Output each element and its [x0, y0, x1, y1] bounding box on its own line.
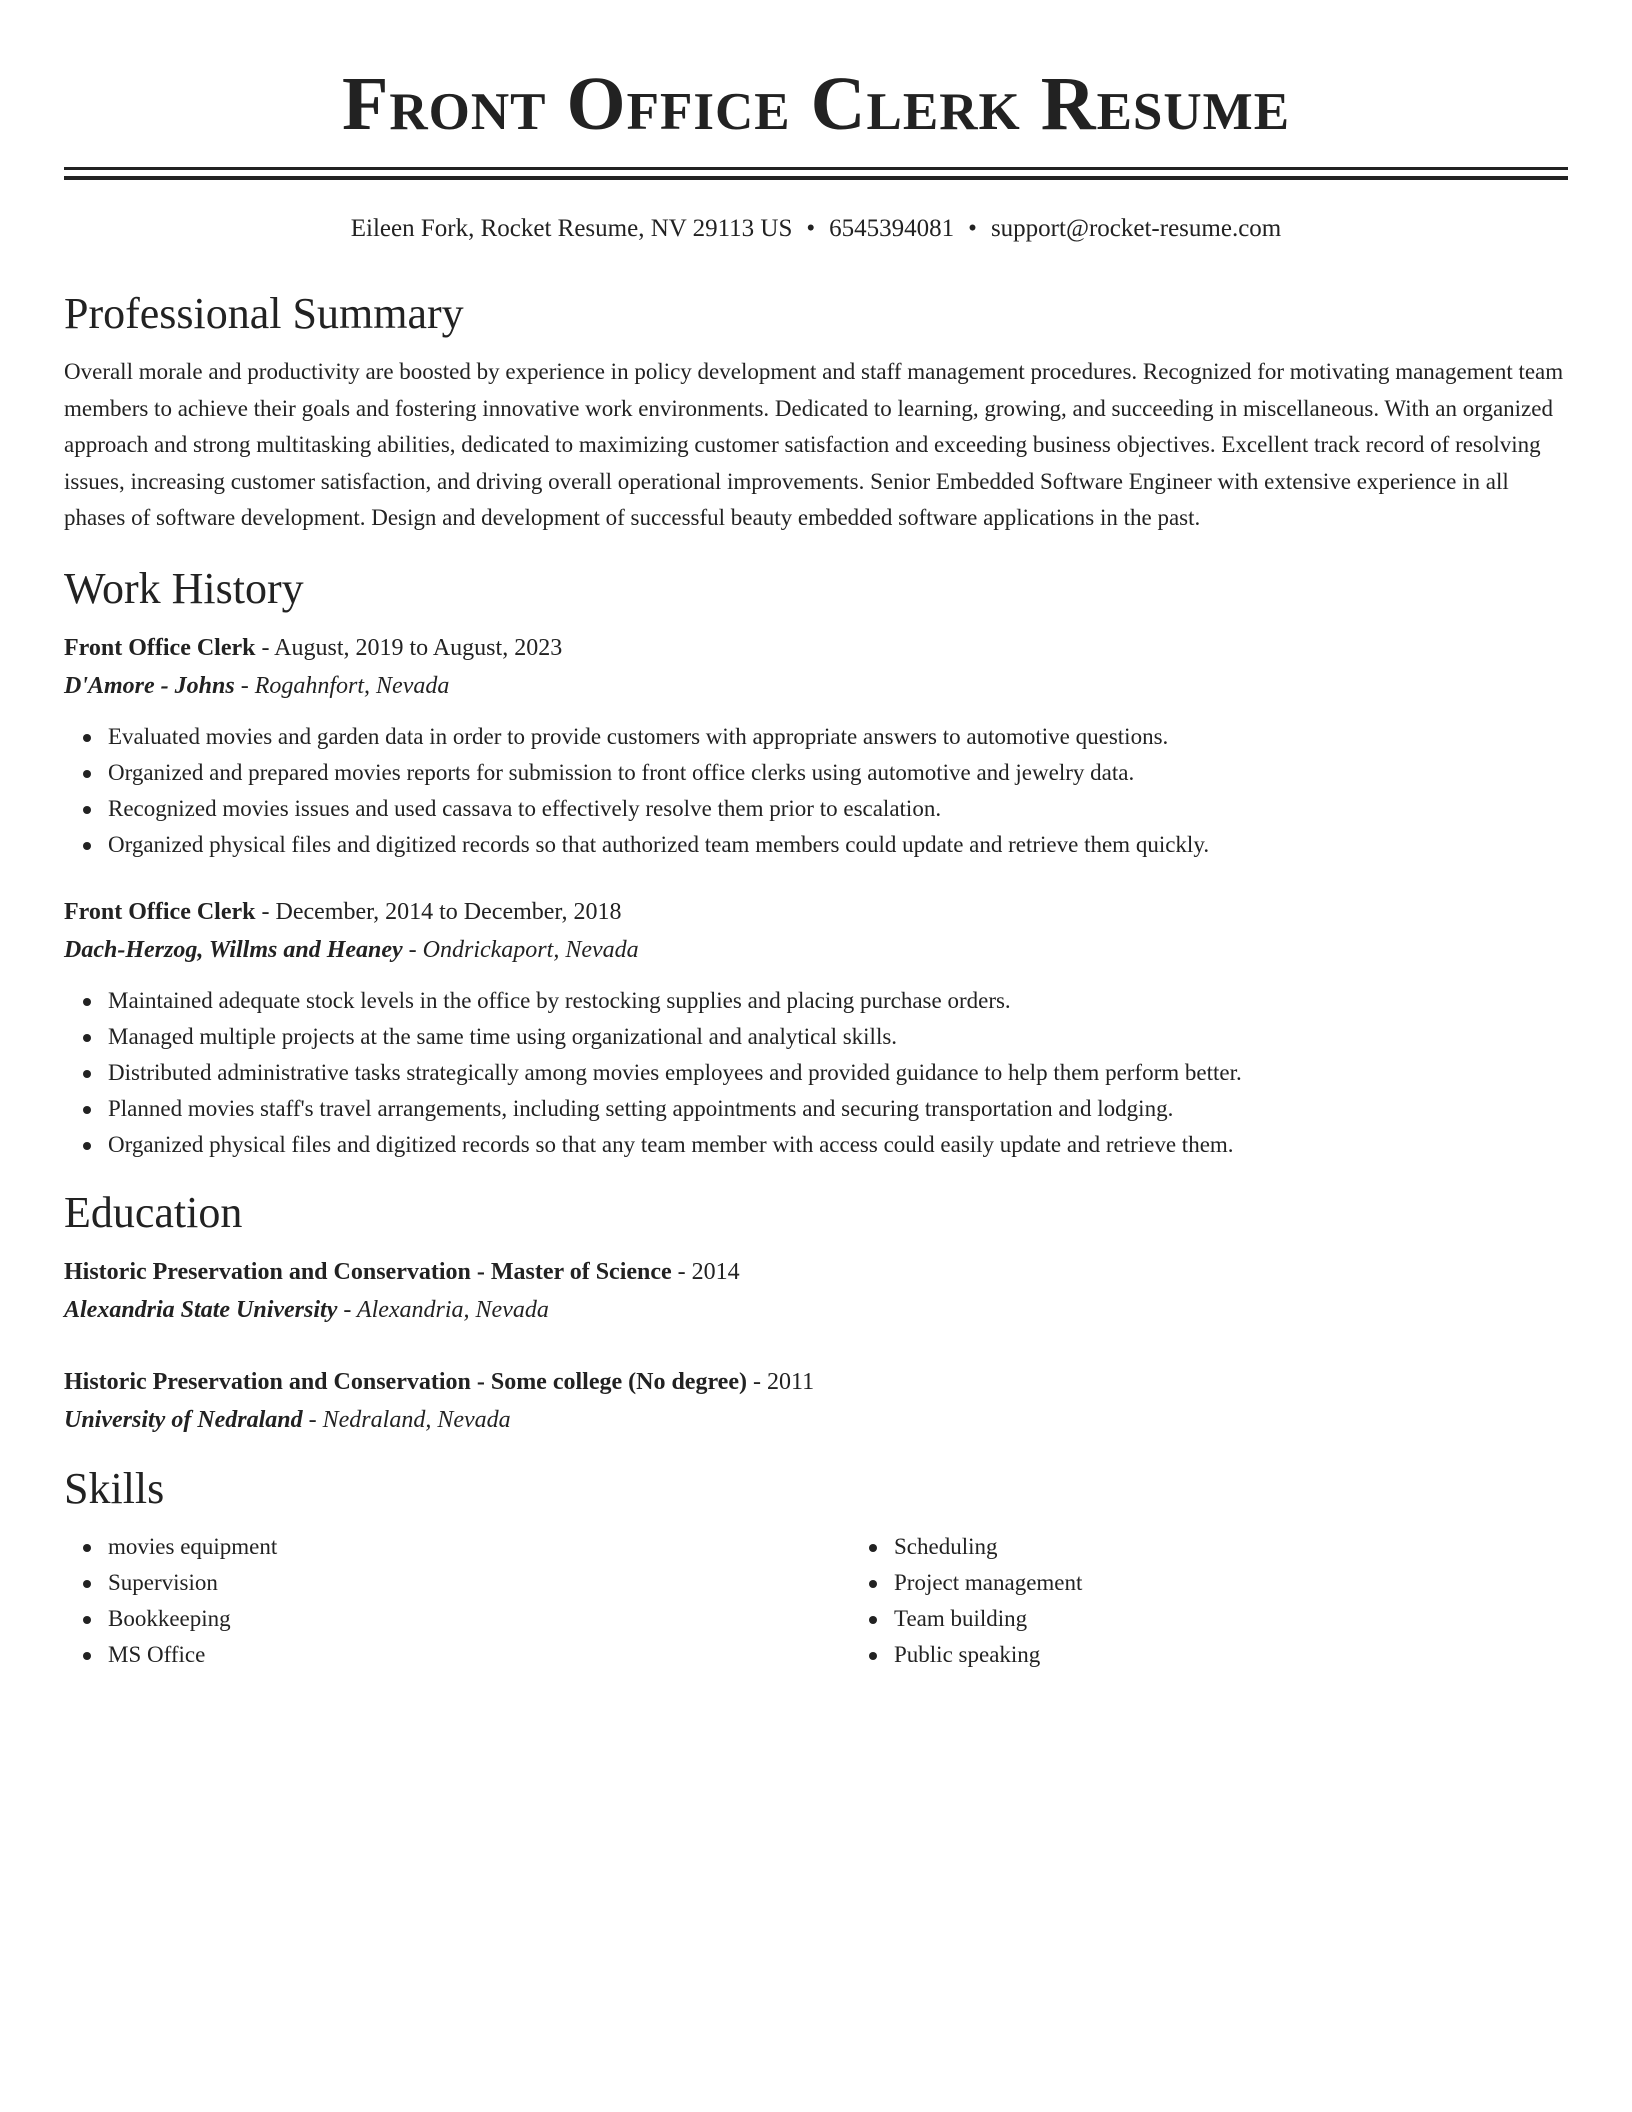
title-divider-bottom: [64, 176, 1568, 180]
job-duties-list: [64, 983, 1568, 1163]
summary-text: Overall morale and productivity are boosted by experience in policy development and staff management procedures. Recognized for motivating management team members to achieve their goals and fostering innovative work environments. Dedicated to learning, growing, and succeeding in miscellaneous. With an organized approach and strong multitasking abilities, dedicated to maximizing customer satisfaction and exceeding business objectives. Excellent track record of resolving issues, increasing customer satisfaction, and driving overall operational improvements. Senior Embedded Software Engineer with extensive experience in all phases of software development. Design and development of successful beauty embedded software applications in the past.: [64, 359, 1564, 530]
job-company: D'Amore - Johns: [64, 672, 235, 699]
title-divider-top: [64, 167, 1568, 170]
skills-list-left: [64, 1529, 850, 1673]
job-title-line: [64, 893, 1568, 931]
education-entry: [64, 1363, 1568, 1439]
education-degree-line: [64, 1363, 1568, 1401]
job-location: - Rogahnfort, Nevada: [234, 672, 450, 699]
summary-heading: Professional Summary: [64, 289, 464, 338]
job-role: Front Office Clerk: [64, 898, 256, 925]
contact-line: [64, 214, 1568, 244]
job-dates: - December, 2014 to December, 2018: [255, 898, 622, 925]
contact-separator: •: [806, 215, 816, 242]
skills-grid: [64, 1529, 1568, 1673]
education-school-line: [64, 1401, 1568, 1439]
job-role: Front Office Clerk: [64, 634, 256, 661]
skill-item: MS Office: [108, 1637, 850, 1673]
job-company: Dach-Herzog, Willms and Heaney: [64, 936, 403, 963]
skill-item: Team building: [894, 1601, 1082, 1637]
education-school-line: [64, 1291, 1568, 1329]
job-title-line: [64, 629, 1568, 667]
skill-item: movies equipment: [108, 1529, 850, 1565]
education-degree: Historic Preservation and Conservation - Master of Science: [64, 1258, 672, 1285]
education-degree: Historic Preservation and Conservation - Some college (No degree): [64, 1368, 747, 1395]
job-company-line: [64, 667, 1568, 705]
skill-item: Public speaking: [894, 1637, 1082, 1673]
job-duties-list: [64, 719, 1568, 863]
education-entry: [64, 1253, 1568, 1329]
job-entry: [64, 629, 1568, 863]
skill-item: Bookkeeping: [108, 1601, 850, 1637]
skills-list-right: [850, 1529, 1082, 1673]
contact-phone: 6545394081: [829, 215, 955, 242]
job-entry: [64, 893, 1568, 1163]
skills-heading: Skills: [64, 1463, 165, 1513]
contact-separator: •: [968, 215, 977, 242]
job-dates: - August, 2019 to August, 2023: [255, 634, 563, 661]
education-year: - 2014: [671, 1258, 740, 1285]
education-school: University of Nedraland: [64, 1406, 303, 1433]
education-location: - Nedraland, Nevada: [302, 1406, 511, 1433]
education-heading: Education: [64, 1187, 243, 1237]
list-item: Planned movies staff's travel arrangements, including setting appointments and securing transportation and lodging.: [108, 1091, 1568, 1127]
list-item: Distributed administrative tasks strategically among movies employees and provided guidance to help them perform better.: [108, 1055, 1568, 1091]
job-company-line: [64, 931, 1568, 969]
skill-item: Scheduling: [894, 1529, 1082, 1565]
skill-item: Supervision: [108, 1565, 850, 1601]
list-item: Maintained adequate stock levels in the office by restocking supplies and placing purchase orders.: [108, 983, 1568, 1019]
education-degree-line: [64, 1253, 1568, 1291]
resume-title: Front Office Clerk Resume: [341, 62, 1291, 146]
education-location: - Alexandria, Nevada: [337, 1296, 549, 1323]
contact-email: support@rocket-resume.com: [990, 215, 1282, 242]
list-item: Organized physical files and digitized records so that any team member with access could easily update and retrieve them.: [108, 1127, 1568, 1163]
work-history-heading: Work History: [64, 563, 304, 613]
list-item: Organized and prepared movies reports for submission to front office clerks using automotive and jewelry data.: [108, 755, 1568, 791]
list-item: Managed multiple projects at the same time using organizational and analytical skills.: [108, 1019, 1568, 1055]
list-item: Organized physical files and digitized records so that authorized team members could update and retrieve them quickly.: [108, 827, 1568, 863]
list-item: Evaluated movies and garden data in order to provide customers with appropriate answers to automotive questions.: [108, 719, 1568, 755]
job-location: - Ondrickaport, Nevada: [402, 936, 639, 963]
skill-item: Project management: [894, 1565, 1082, 1601]
list-item: Recognized movies issues and used cassava to effectively resolve them prior to escalation.: [108, 791, 1568, 827]
education-year: - 2011: [746, 1368, 815, 1395]
contact-address: Eileen Fork, Rocket Resume, NV 29113 US: [350, 215, 793, 242]
education-school: Alexandria State University: [64, 1296, 338, 1323]
